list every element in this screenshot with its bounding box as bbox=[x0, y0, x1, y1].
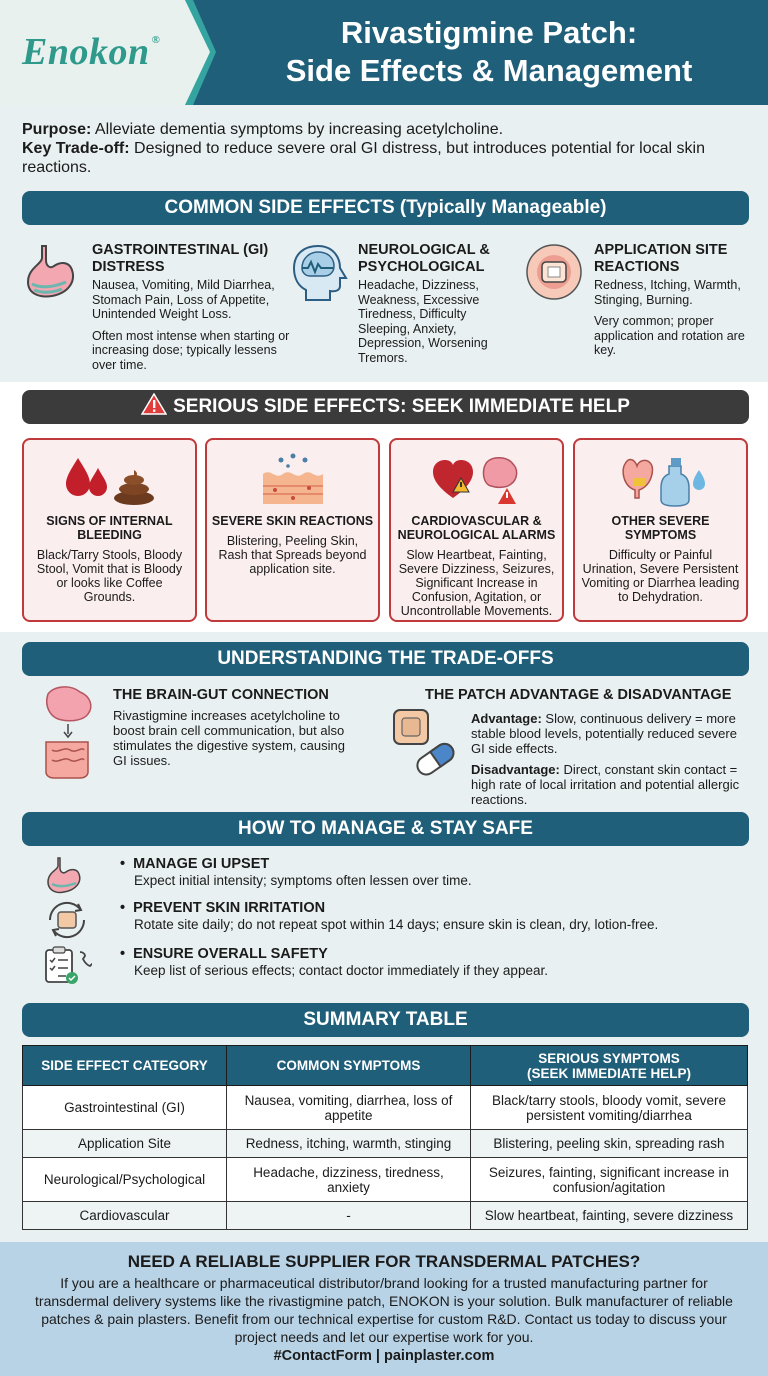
table-cell: Slow heartbeat, fainting, severe dizziness bbox=[471, 1202, 748, 1230]
gi-distress-symptoms: Nausea, Vomiting, Mild Diarrhea, Stomach Pain, Loss of Appetite, Unintended Weight Loss. bbox=[92, 278, 275, 321]
brain-gut-section bbox=[113, 688, 358, 768]
footer-heading: NEED A RELIABLE SUPPLIER FOR TRANSDERMAL PATCHES? bbox=[127, 1252, 641, 1271]
manage-heading: HOW TO MANAGE & STAY SAFE bbox=[22, 812, 749, 846]
checklist-phone-icon bbox=[42, 946, 92, 986]
other-severe-title: OTHER SEVERE SYMPTOMS bbox=[611, 514, 710, 542]
application-site-symptoms: Redness, Itching, Warmth, Stinging, Burning. bbox=[594, 278, 741, 307]
brand-logo: Enokon ® bbox=[22, 31, 161, 73]
blood-stool-icon bbox=[60, 448, 160, 510]
table-row bbox=[23, 1202, 748, 1230]
table-cell: Blistering, peeling skin, spreading rash bbox=[471, 1130, 748, 1158]
patch-tradeoff-title-block bbox=[425, 688, 750, 708]
brain-gut-icon bbox=[38, 684, 100, 780]
other-severe-text: Difficulty or Painful Urination, Severe Persistent Vomiting or Diarrhea leading to Dehydration. bbox=[581, 548, 740, 604]
table-header-row bbox=[23, 1046, 748, 1086]
table-row bbox=[23, 1158, 748, 1202]
skin-reactions-title: SEVERE SKIN REACTIONS bbox=[211, 514, 374, 528]
cardio-neuro-text: Slow Heartbeat, Fainting, Severe Dizziness, Seizures, Significant Increase in Confusion, Agitation, or Uncontrollable Movements. bbox=[398, 548, 555, 618]
tradeoffs-heading: UNDERSTANDING THE TRADE-OFFS bbox=[22, 642, 749, 676]
contact-link[interactable]: #ContactForm | painplaster.com bbox=[273, 1348, 495, 1364]
prevent-skin-title: • PREVENT SKIN IRRITATION bbox=[120, 900, 658, 917]
header-banner bbox=[0, 0, 768, 105]
table-cell: Black/tarry stools, bloody vomit, severe persistent vomiting/diarrhea bbox=[471, 1086, 748, 1130]
table-row bbox=[23, 1086, 748, 1130]
stomach-icon bbox=[22, 242, 82, 302]
skin-reactions-card bbox=[205, 438, 380, 622]
overall-safety-text: Keep list of serious effects; contact doctor immediately if they appear. bbox=[134, 963, 548, 978]
skin-reactions-text: Blistering, Peeling Skin, Rash that Spreads beyond application site. bbox=[218, 534, 367, 576]
internal-bleeding-title: SIGNS OF INTERNAL BLEEDING bbox=[46, 514, 173, 542]
cardio-neuro-title: CARDIOVASCULAR & NEUROLOGICAL ALARMS bbox=[397, 514, 556, 542]
manage-gi-text: Expect initial intensity; symptoms often lessen over time. bbox=[134, 873, 472, 888]
summary-heading: SUMMARY TABLE bbox=[22, 1003, 749, 1037]
page-title: Rivastigmine Patch: Side Effects & Management bbox=[285, 15, 693, 88]
table-cell: Seizures, fainting, significant increase in confusion/agitation bbox=[471, 1158, 748, 1202]
table-cell: - bbox=[227, 1202, 471, 1230]
overall-safety-title: • ENSURE OVERALL SAFETY bbox=[120, 946, 548, 963]
patch-advantage: Advantage: Slow, continuous delivery = more stable blood levels, potentially reduced severe GI side effects. bbox=[471, 711, 737, 756]
neuro-psych-title: NEUROLOGICAL & PSYCHOLOGICAL bbox=[358, 242, 490, 275]
bladder-dehydration-icon bbox=[611, 448, 711, 510]
application-site-title: APPLICATION SITE REACTIONS bbox=[594, 242, 728, 275]
gi-distress-note: Often most intense when starting or increasing dose; typically lessens over time. bbox=[92, 328, 290, 372]
supplier-footer bbox=[0, 1242, 768, 1376]
application-site-note: Very common; proper application and rotation are key. bbox=[594, 314, 745, 357]
serious-effects-heading: SERIOUS SIDE EFFECTS: SEEK IMMEDIATE HELP bbox=[22, 390, 749, 424]
other-severe-card bbox=[573, 438, 748, 622]
head-brain-icon bbox=[288, 242, 348, 302]
table-header-cell: SIDE EFFECT CATEGORY bbox=[23, 1046, 227, 1086]
brain-gut-title: THE BRAIN-GUT CONNECTION bbox=[113, 687, 329, 703]
manage-gi-title: • MANAGE GI UPSET bbox=[120, 856, 472, 873]
warning-icon bbox=[141, 393, 167, 415]
table-cell: Neurological/Psychological bbox=[23, 1158, 227, 1202]
table-row bbox=[23, 1130, 748, 1158]
skin-blister-icon bbox=[243, 448, 343, 510]
neuro-psych-symptoms: Headache, Dizziness, Weakness, Excessive Tiredness, Difficulty Sleeping, Anxiety, Depression, Worsening Tremors. bbox=[358, 278, 488, 365]
internal-bleeding-card bbox=[22, 438, 197, 622]
table-cell: Application Site bbox=[23, 1130, 227, 1158]
summary-table bbox=[22, 1045, 748, 1230]
patch-pill-icon bbox=[390, 708, 460, 780]
table-cell: Headache, dizziness, tiredness, anxiety bbox=[227, 1158, 471, 1202]
table-cell: Gastrointestinal (GI) bbox=[23, 1086, 227, 1130]
patch-tradeoff-section bbox=[471, 711, 749, 807]
brain-gut-text: Rivastigmine increases acetylcholine to boost brain cell communication, but also stimulates the digestive system, causing GI issues. bbox=[113, 708, 345, 768]
heart-brain-alert-icon bbox=[427, 448, 527, 510]
footer-body: If you are a healthcare or pharmaceutical distributor/brand looking for a trusted manufacturing partner for transdermal delivery systems like the rivastigmine patch, ENOKON is your solution. Bulk manufacturer of reliable patches & pain plasters. Benefit from our technical expertise for custom R&D. Contact us today to discuss your project needs and let our expertise work for you. bbox=[35, 1275, 733, 1345]
prevent-skin-text: Rotate site daily; do not repeat spot within 14 days; ensure skin is clean, dry, lotion-free. bbox=[134, 917, 659, 932]
rotate-patch-icon bbox=[42, 900, 92, 940]
table-header-cell: COMMON SYMPTOMS bbox=[227, 1046, 471, 1086]
skin-patch-icon bbox=[524, 242, 584, 302]
patch-disadvantage: Disadvantage: Direct, constant skin contact = high rate of local irritation and potential allergic reactions. bbox=[471, 762, 740, 807]
cardio-neuro-card bbox=[389, 438, 564, 622]
table-cell: Nausea, vomiting, diarrhea, loss of appetite bbox=[227, 1086, 471, 1130]
gi-distress-title: GASTROINTESTINAL (GI) DISTRESS bbox=[92, 242, 269, 275]
table-cell: Redness, itching, warmth, stinging bbox=[227, 1130, 471, 1158]
table-cell: Cardiovascular bbox=[23, 1202, 227, 1230]
intro-text: Purpose: Alleviate dementia symptoms by increasing acetylcholine. Key Trade-off: Designed to reduce severe oral GI distress, but introduces potential for local skin reactions. bbox=[22, 121, 705, 176]
stomach-icon bbox=[42, 856, 92, 896]
patch-tradeoff-title: THE PATCH ADVANTAGE & DISADVANTAGE bbox=[425, 687, 732, 703]
internal-bleeding-text: Black/Tarry Stools, Bloody Stool, Vomit that is Bloody or looks like Coffee Grounds. bbox=[36, 548, 183, 604]
table-header-cell: SERIOUS SYMPTOMS (SEEK IMMEDIATE HELP) bbox=[471, 1046, 748, 1086]
common-effects-heading: COMMON SIDE EFFECTS (Typically Manageable) bbox=[22, 191, 749, 225]
